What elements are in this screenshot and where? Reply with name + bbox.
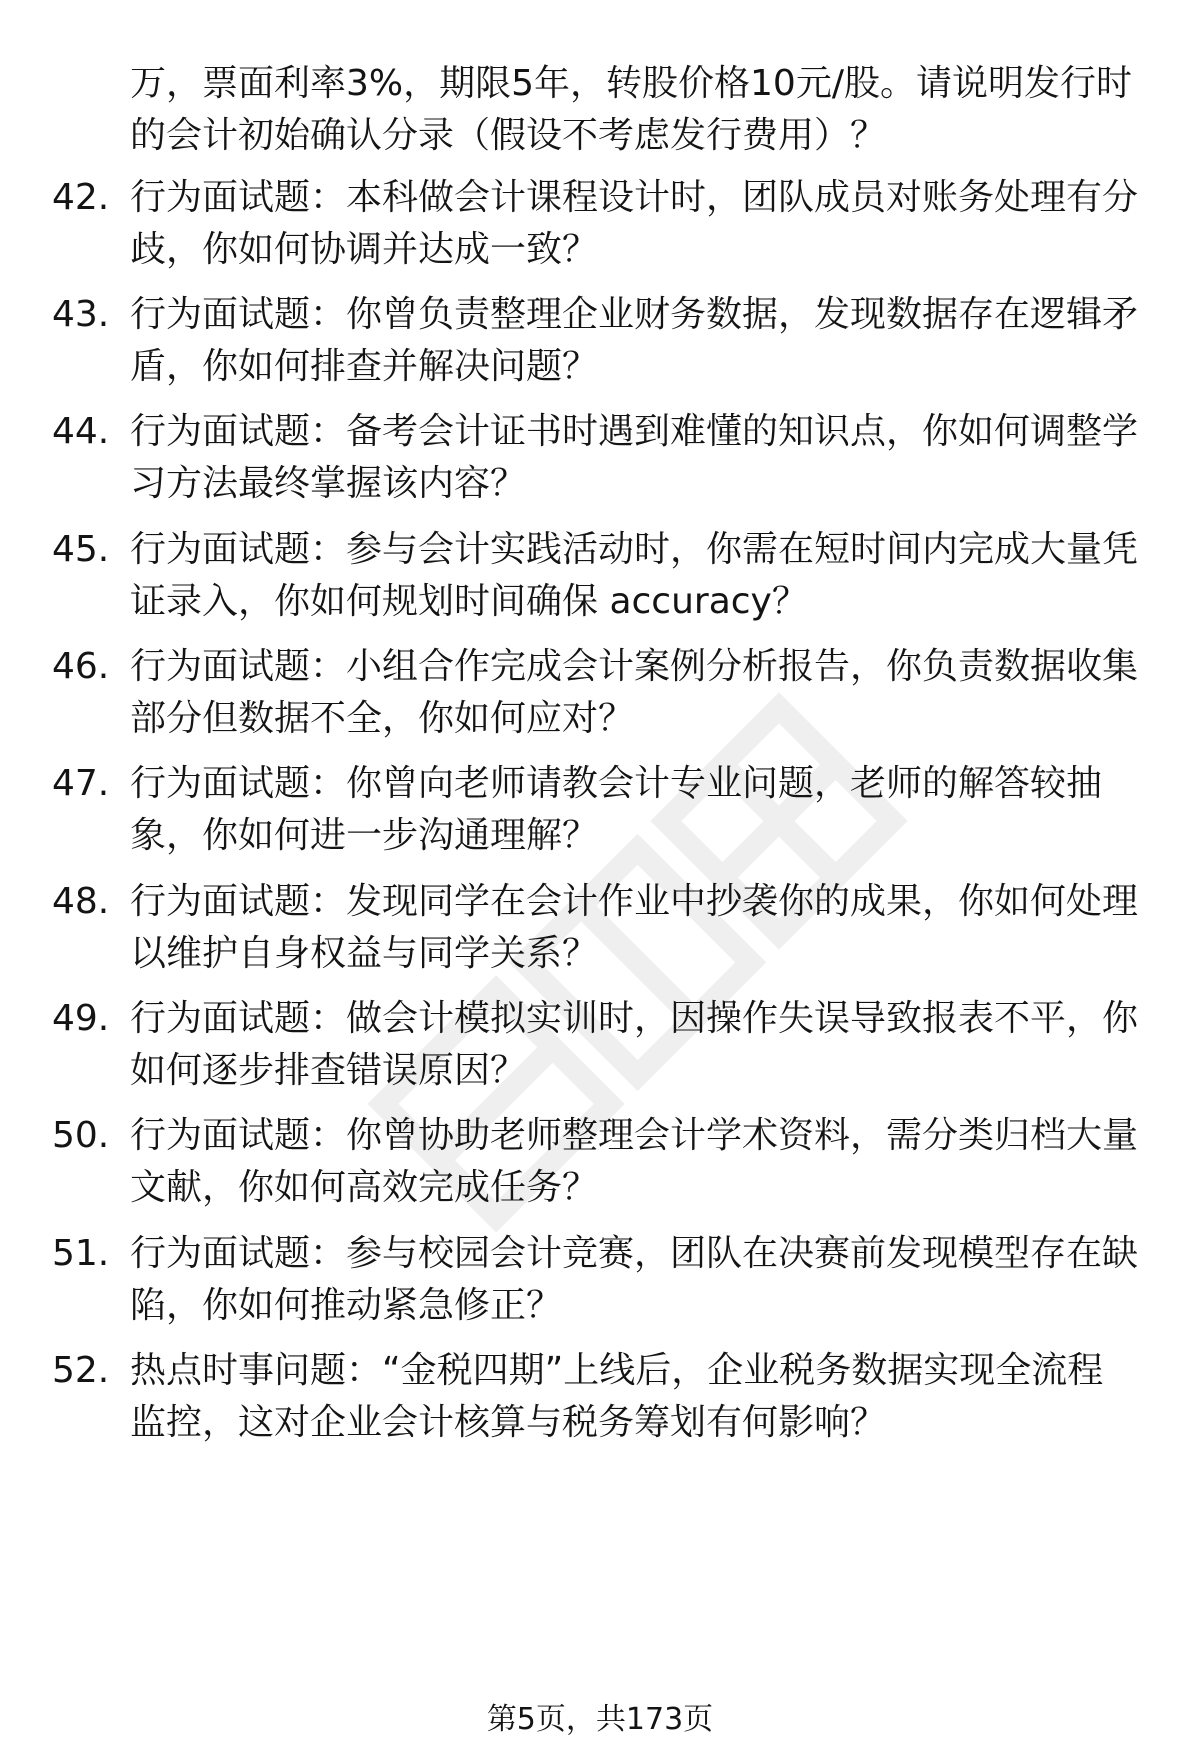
question-number: 43. bbox=[52, 294, 110, 335]
question-line: 文献，你如何高效完成任务？ bbox=[130, 1167, 599, 1208]
question-number: 51. bbox=[52, 1233, 110, 1274]
continued-question-line: 的会计初始确认分录（假设不考虑发行费用）？ bbox=[130, 115, 887, 156]
question-text bbox=[130, 1228, 1140, 1332]
question-line: 行为面试题：你曾向老师请教会计专业问题，老师的解答较抽 bbox=[130, 763, 1103, 804]
question-line: 以维护自身权益与同学关系？ bbox=[130, 933, 599, 974]
question-item-47 bbox=[0, 758, 1200, 868]
question-text bbox=[130, 1110, 1140, 1214]
question-number: 49. bbox=[52, 998, 110, 1039]
question-number: 48. bbox=[52, 881, 110, 922]
question-line: 行为面试题：你曾负责整理企业财务数据，发现数据存在逻辑矛 bbox=[130, 294, 1139, 335]
question-item-43 bbox=[0, 289, 1200, 399]
question-item-45 bbox=[0, 524, 1200, 634]
question-line: 行为面试题：发现同学在会计作业中抄袭你的成果，你如何处理 bbox=[130, 881, 1139, 922]
question-number: 45. bbox=[52, 529, 110, 570]
question-text bbox=[130, 758, 1140, 862]
question-line: 行为面试题：你曾协助老师整理会计学术资料，需分类归档大量 bbox=[130, 1115, 1139, 1156]
question-line: 行为面试题：本科做会计课程设计时，团队成员对账务处理有分 bbox=[130, 177, 1139, 218]
continued-question-line: 万，票面利率3%，期限5年，转股价格10元/股。请说明发行时 bbox=[130, 63, 1132, 104]
question-item-42 bbox=[0, 172, 1200, 282]
question-item-46 bbox=[0, 641, 1200, 751]
question-text bbox=[130, 641, 1140, 745]
question-item-48 bbox=[0, 876, 1200, 986]
question-line: 行为面试题：备考会计证书时遇到难懂的知识点，你如何调整学 bbox=[130, 411, 1139, 452]
question-item-52 bbox=[0, 1345, 1200, 1455]
question-text bbox=[130, 876, 1140, 980]
question-text bbox=[130, 289, 1140, 393]
question-item-51 bbox=[0, 1228, 1200, 1338]
question-number: 44. bbox=[52, 411, 110, 452]
question-line: 歧，你如何协调并达成一致？ bbox=[130, 229, 599, 270]
question-line: 热点时事问题：“金税四期”上线后，企业税务数据实现全流程 bbox=[130, 1350, 1104, 1391]
question-text bbox=[130, 1345, 1140, 1449]
question-line: 如何逐步排查错误原因？ bbox=[130, 1050, 527, 1091]
page-number-footer: 第5页，共173页 bbox=[486, 1702, 714, 1737]
question-number: 50. bbox=[52, 1115, 110, 1156]
question-item-49 bbox=[0, 993, 1200, 1103]
question-text bbox=[130, 172, 1140, 276]
question-text bbox=[130, 406, 1140, 510]
question-line: 监控，这对企业会计核算与税务筹划有何影响？ bbox=[130, 1402, 887, 1443]
question-number: 47. bbox=[52, 763, 110, 804]
continued-question-text bbox=[130, 58, 1140, 162]
question-line: 行为面试题：参与会计实践活动时，你需在短时间内完成大量凭 bbox=[130, 529, 1139, 570]
question-line: 行为面试题：小组合作完成会计案例分析报告，你负责数据收集 bbox=[130, 646, 1139, 687]
question-text bbox=[130, 524, 1140, 628]
question-item-50 bbox=[0, 1110, 1200, 1220]
question-line: 行为面试题：做会计模拟实训时，因操作失误导致报表不平，你 bbox=[130, 998, 1139, 1039]
question-text bbox=[130, 993, 1140, 1097]
question-line: 盾，你如何排查并解决问题？ bbox=[130, 346, 599, 387]
question-line: 习方法最终掌握该内容？ bbox=[130, 463, 527, 504]
question-line: 证录入，你如何规划时间确保 accuracy？ bbox=[130, 581, 808, 622]
question-item-44 bbox=[0, 406, 1200, 516]
question-number: 46. bbox=[52, 646, 110, 687]
question-line: 陷，你如何推动紧急修正？ bbox=[130, 1285, 563, 1326]
question-line: 部分但数据不全，你如何应对？ bbox=[130, 698, 635, 739]
question-number: 42. bbox=[52, 177, 110, 218]
question-line: 象，你如何进一步沟通理解？ bbox=[130, 815, 599, 856]
question-line: 行为面试题：参与校园会计竞赛，团队在决赛前发现模型存在缺 bbox=[130, 1233, 1139, 1274]
question-number: 52. bbox=[52, 1350, 110, 1391]
